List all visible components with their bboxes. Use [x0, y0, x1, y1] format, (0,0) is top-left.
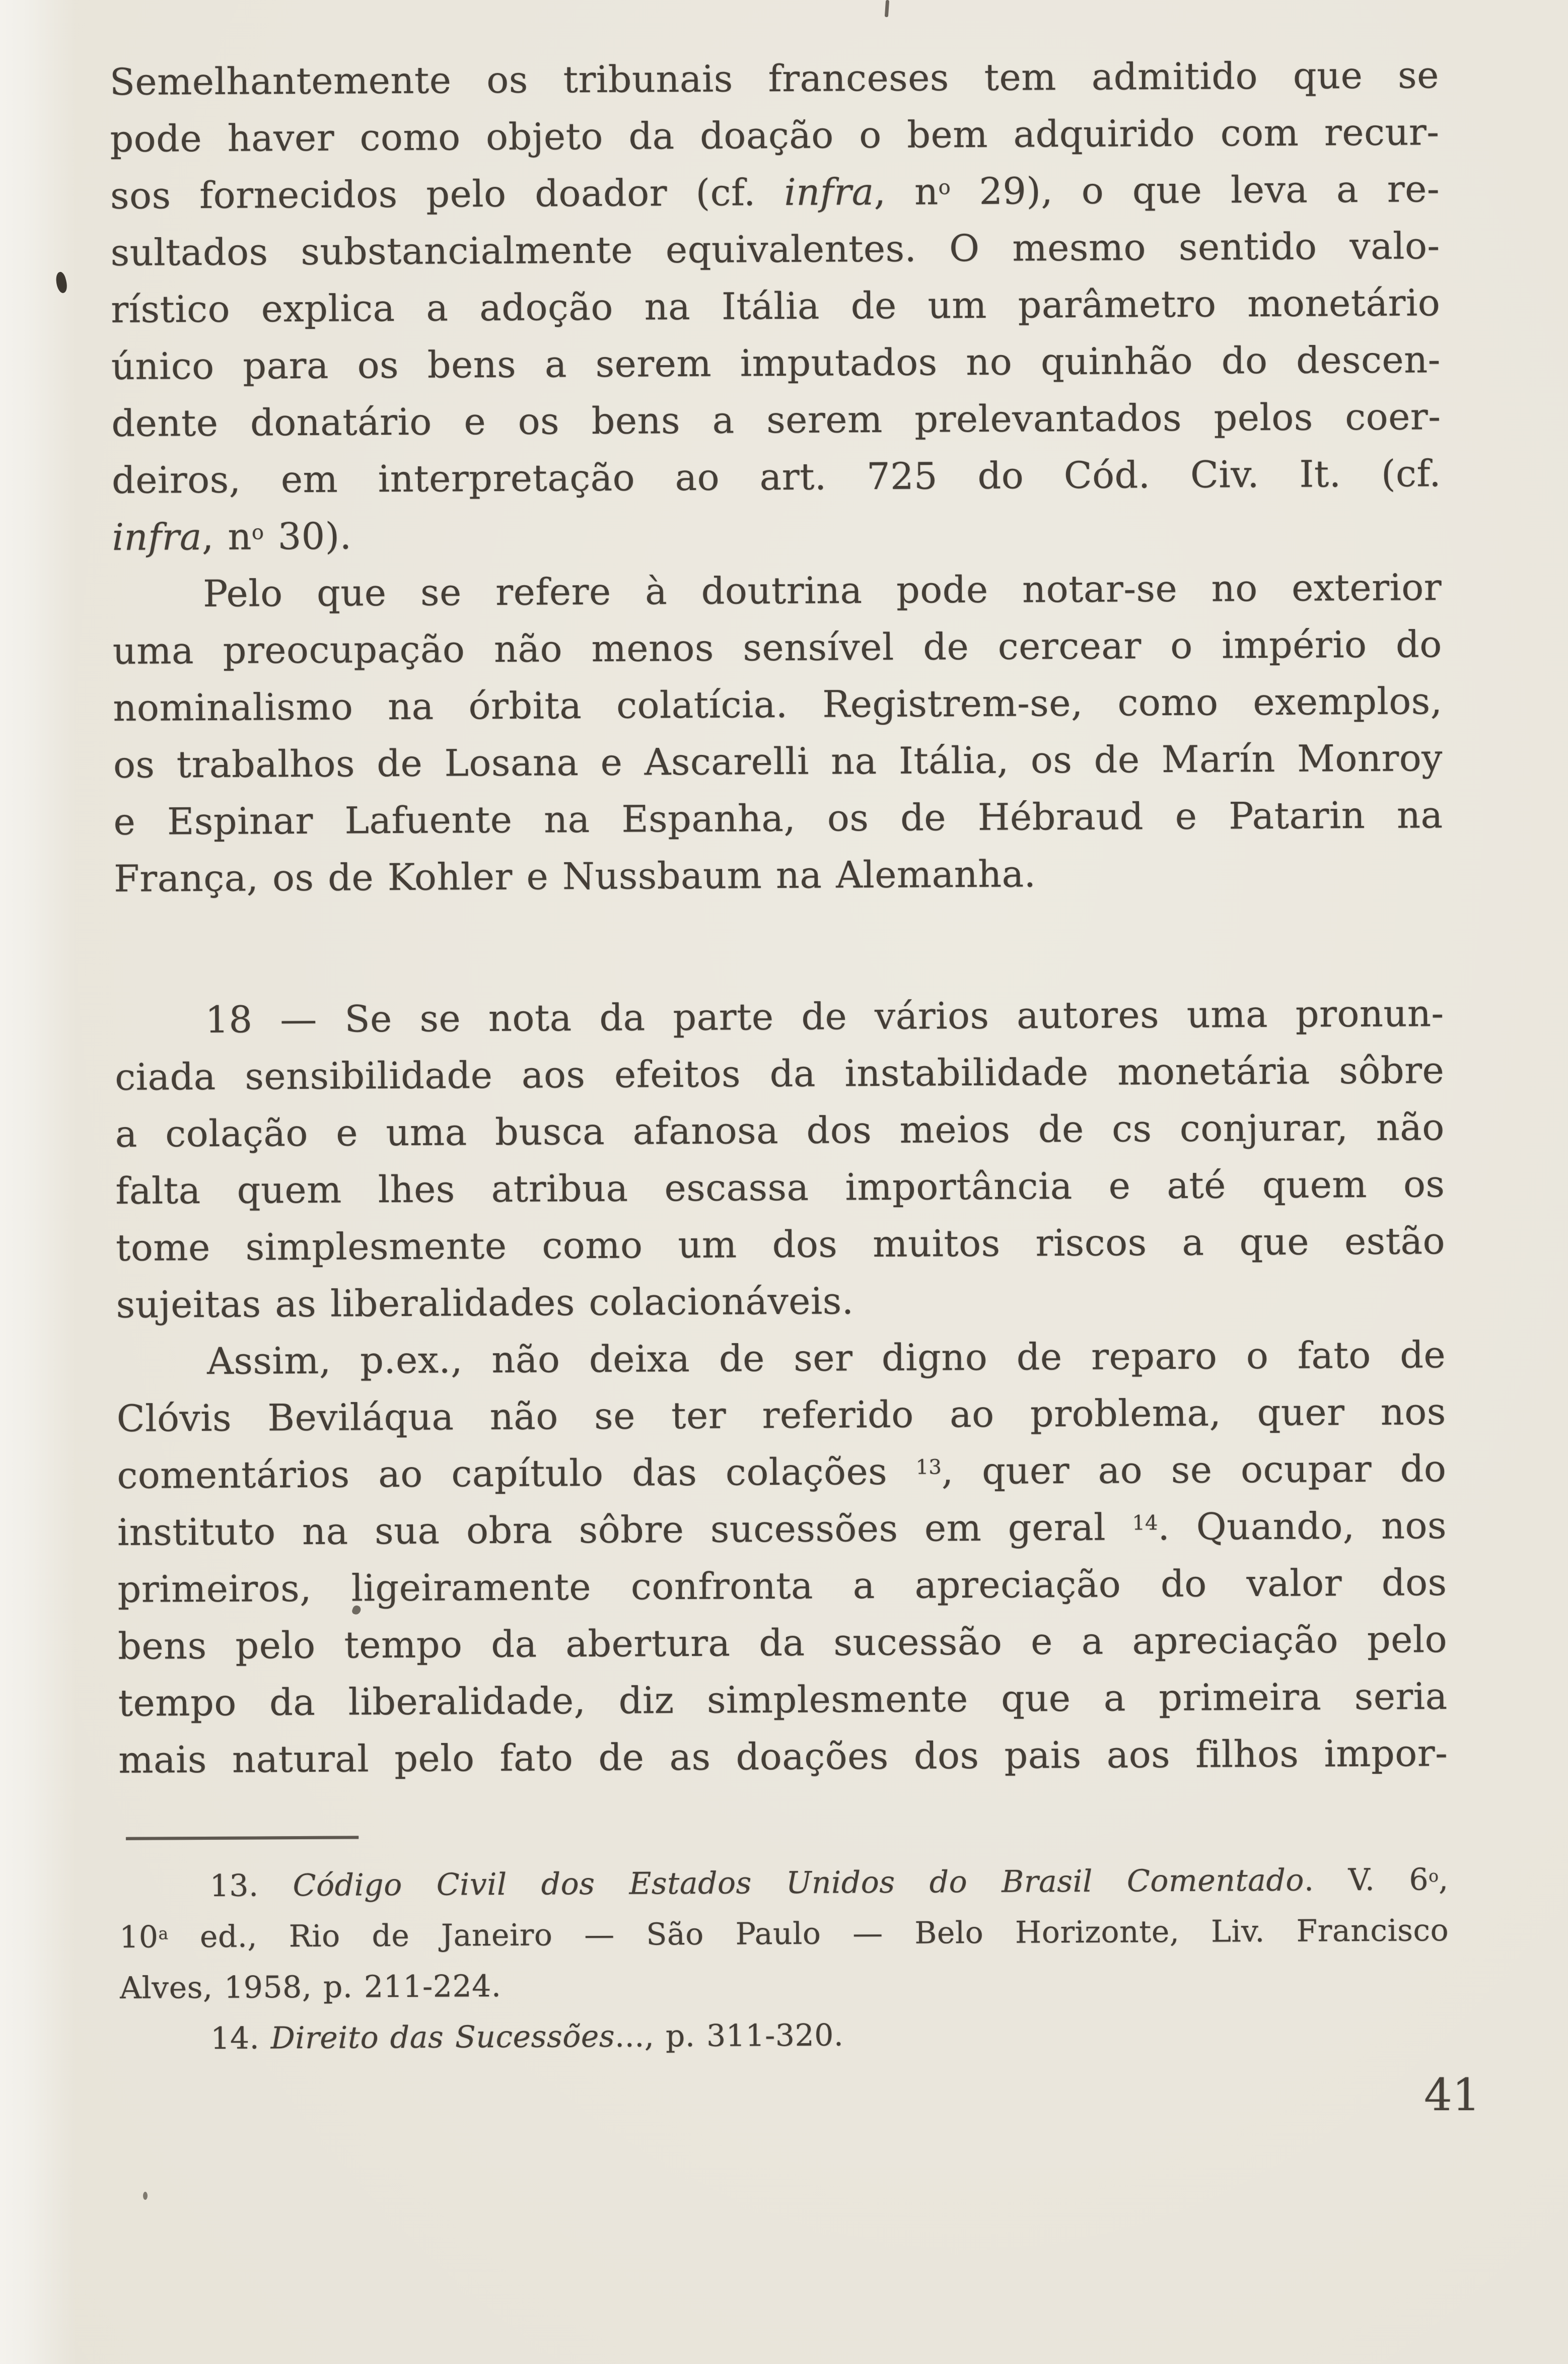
text-line: primeiros, ligeiramente confronta a apreciação do valor dos: [117, 1561, 1447, 1611]
text-line: pode haver como objeto da doação o bem adquirido com recur-: [110, 111, 1440, 161]
footnote-13: [119, 1854, 1449, 2014]
text-line: mais natural pelo fato de as doações dos pais aos filhos impor-: [118, 1732, 1448, 1782]
text-line: 18 — Se se nota da parte de vários autores uma pronun-: [205, 992, 1444, 1041]
ink-speck-bottom: [143, 2192, 148, 2200]
text-line: falta quem lhes atribua escassa importância e até quem os: [115, 1163, 1445, 1213]
text-line: tempo da liberalidade, diz simplesmente que a primeira seria: [118, 1675, 1448, 1725]
text-line: Pelo que se refere à doutrina pode notar-se no exterior: [202, 566, 1442, 615]
text-line: infra, $n^o$ 30).: [112, 515, 352, 559]
text-line: os trabalhos de Losana e Ascarelli na Itália, os de Marín Monroy: [113, 737, 1443, 787]
text-line: nominalismo na órbita colatícia. Registrem-se, como exemplos,: [113, 680, 1443, 730]
text-line: bens pelo tempo da abertura da sucessão e a apreciação pelo: [117, 1618, 1448, 1668]
body-paragraph-2: [112, 559, 1444, 908]
body-paragraph-1: [110, 47, 1442, 566]
ink-mark-top-edge: [885, 0, 889, 17]
footnote-14: [120, 2007, 1449, 2065]
text-line: sujeitas as liberalidades colacionáveis.: [116, 1280, 854, 1327]
text-line: rístico explica a adoção na Itália de um parâmetro monetário: [111, 282, 1441, 331]
body-paragraph-4: [116, 1327, 1448, 1789]
text-line: Semelhantemente os tribunais franceses tem admitido que se: [109, 54, 1440, 104]
text-line: e Espinar Lafuente na Espanha, os de Hébraud e Patarin na: [113, 794, 1443, 844]
text-line: deiros, em interpretação ao art. 725 do Cód. Civ. It. (cf.: [111, 452, 1442, 502]
footnotes-block: [119, 1854, 1449, 2065]
text-line: Assim, p.ex., não deixa de ser digno de reparo o fato de: [206, 1334, 1446, 1383]
text-line: Alves, 1958, p. 211-224.: [119, 1968, 502, 2006]
text-line: uma preocupação não menos sensível de cercear o império do: [112, 623, 1442, 673]
body-paragraph-3-section-18: [114, 985, 1446, 1334]
text-line: tome simplesmente como um dos muitos riscos a que estão: [115, 1220, 1446, 1270]
text-line: a colação e uma busca afanosa dos meios de cs conjurar, não: [115, 1106, 1445, 1156]
text-line: França, os de Kohler e Nussbaum na Alemanha.: [113, 853, 1036, 900]
text-line: 10$^a$ ed., Rio de Janeiro — São Paulo — Belo Horizonte, Liv. Francisco: [119, 1913, 1449, 1955]
text-line: comentários ao capítulo das colações $^{13}$, quer ao se ocupar do: [117, 1447, 1447, 1497]
text-line: instituto na sua obra sôbre sucessões em geral $^{14}$. Quando, nos: [117, 1504, 1447, 1554]
ink-mark-left-margin: [54, 271, 69, 294]
text-line: 13. Código Civil dos Estados Unidos do Brasil Comentado. V. 6$^o$,: [209, 1862, 1449, 1904]
page-content: [110, 47, 1450, 2065]
footnote-separator-rule: [126, 1836, 359, 1840]
text-line: sos fornecidos pelo doador (cf. infra, $n^o$ 29), o que leva a re-: [110, 168, 1440, 218]
text-line: sultados substancialmente equivalentes. O mesmo sentido valo-: [110, 225, 1440, 274]
text-line: Clóvis Beviláqua não se ter referido ao problema, quer nos: [116, 1390, 1446, 1440]
text-line: dente donatário e os bens a serem prelevantados pelos coer-: [111, 395, 1441, 445]
text-line: ciada sensibilidade aos efeitos da instabilidade monetária sôbre: [114, 1049, 1445, 1099]
text-line: 14. Direito das Sucessões..., p. 311-320.: [210, 2018, 844, 2056]
page-number: 41: [1424, 2069, 1480, 2121]
text-line: único para os bens a serem imputados no quinhão do descen-: [111, 338, 1441, 388]
